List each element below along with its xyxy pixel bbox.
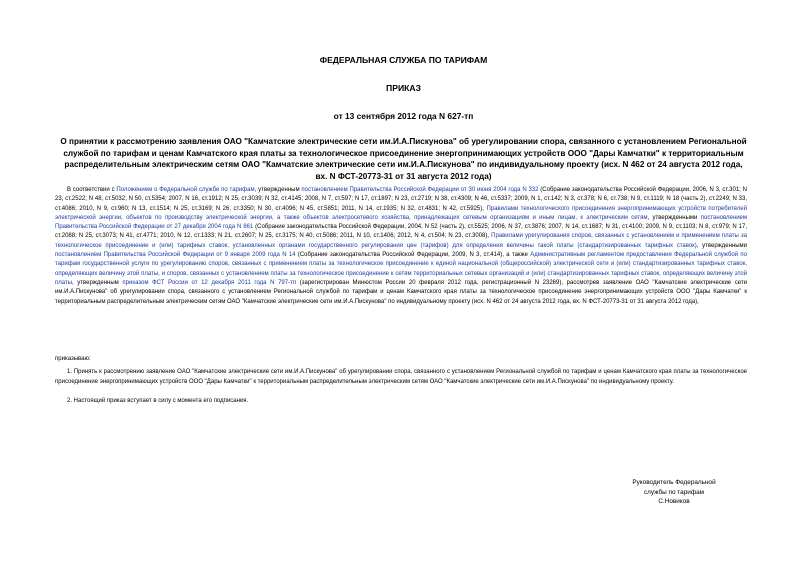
agency-heading: ФЕДЕРАЛЬНАЯ СЛУЖБА ПО ТАРИФАМ [319,55,488,65]
link-admin-regulation[interactable]: Административным регламентом предоставления Федеральной службой по тарифам государственной услуги по урегулированию споров, связанных с применением платы за технологическое присоединение к единой национальной (общероссийской) электрической сети и (или) стандартизированных тарифных ставок, определяющих величину этой платы, и споров, связанных с установлением платы за технологическое присоединение к сетям территориальных сетевых организаций и (или) стандартизированных тарифных ставок, определяющих величину этой платы [55,252,747,286]
preamble-text-7: (Собрание законодательства Российской Федерации, 2009, N 3, ст.414), а также [295,252,531,259]
link-resolution-861[interactable]: постановлением Правительства Российской Федерации от 27 декабря 2004 года N 861 [55,214,748,231]
signature-line-2: службы по тарифам [643,488,705,496]
link-dispute-rules[interactable]: Правилами урегулирования споров, связанных с установлением и применением платы за технологическое присоединение и (или) тарифных ставок, установленных органами государственного регулирования цен (тарифов) для определения величины такой платы (стандартизированных тарифных ставок) [55,233,748,249]
preamble-paragraph [55,186,747,307]
signature-line-1: Руководитель Федеральной [632,479,716,486]
signature-block [580,478,768,507]
preamble-text-5: (Собрание законодательства Российской Федерации, 2004, N 52 (часть 2), ст.5525; 2006, N 37, ст.3876; 2007, N 14, ст.1687; N 31, ст.4100; 2009, N 9, ст.1103; N 8, ст.979; N 17, ст.2088; N 25, ст.3073; N 41, ст.4771; 2010, N 12, ст.1333; N 21, ст.2607; N 25, ст.3175; N 40, ст.5086; 2011, N 10, ст.1406; 2012, N 4, ст.504; N 23, ст.3008), [55,224,747,240]
link-resolution-332[interactable]: постановлением Правительства Российской Федерации от 30 июня 2004 года N 332 [301,187,539,193]
preamble-text-6: , утвержденными [696,242,747,249]
orders-section [55,355,747,406]
order-item-2: 2. Настоящий приказ вступает в силу с момента его подписания. [67,397,249,404]
preamble-text-4: , утвержденными [647,214,701,221]
link-connection-rules[interactable]: Правилами технологического присоединения энергопринимающих устройств потребителей электрической энергии, объектов по производству электрической энергии, а также объектов электросетевого хозяйства, принадлежащих сетевым организациям и иным лицам, к электрическим сетям [55,205,747,221]
preamble-text-9: (зарегистрирован Минюстом России 20 февраля 2012 года, регистрационный N 23269), рассмотрев заявление ОАО "Камчатские электрические сети им.И.А.Пискунова" об урегулировании спора, связанного с установлением Региональной службой по тарифам и ценам Камчатского края платы за технологическое присоединение энергопринимающих устройств ООО "Дары Камчатки" к территориальным распределительным электрическим сетям ОАО "Камчатские электрические сети им.И.А.Пискунова" по индивидуальному проекту (исх. N 462 от 24 августа 2012 года, вх. N ФСТ-20773-31 от 31 августа 2012 года), [55,279,747,305]
preamble-text-1: В соответствии с [67,187,117,193]
order-item-1: 1. Принять к рассмотрению заявление ОАО "Камчатские электрические сети им.И.А.Пискунова" об урегулировании спора, связанного с установлением Региональной службой по тарифам и ценам Камчатского края платы за технологическое присоединение энергопринимающих устройств ООО "Дары Камчатки" к территориальным распределительным электрическим сетям ОАО "Камчатские электрические сети им.И.А.Пискунова" по индивидуальному проекту. [55,369,747,385]
date-number-heading: от 13 сентября 2012 года N 627-тп [333,111,474,121]
preamble-text-8: , утвержденным [72,279,123,286]
preamble-text-2: , утвержденным [254,187,302,193]
link-fst-regulation[interactable]: Положением о Федеральной службе по тарифам [116,187,255,193]
document-title: О принятии к рассмотрению заявления ОАО "Камчатские электрические сети им.И.А.Пискунова" об урегулировании спора, связанного с установлением Региональной службой по тарифам и ценам Камчатского края платы за технологическое присоединение энергопринимающих устройств ООО "Дары Камчатки" к территориальным распределительным электрическим сетям ОАО "Камчатские электрические сети им.И.А.Пискунова" по индивидуальному проекту (исх. N 462 от 24 августа 2012 года, вх. N ФСТ-20773-31 от 31 августа 2012 года) [60,137,747,181]
link-resolution-14[interactable]: постановлением Правительства Российской Федерации от 9 января 2009 года N 14 [55,252,296,259]
signature-name: С.Новиков [658,498,690,506]
orders-lead: приказываю: [55,356,91,362]
link-order-797[interactable]: приказом ФСТ России от 12 декабря 2011 года N 797-тп [122,279,297,286]
preamble-text-3: (Собрание законодательства Российской Федерации, 2006, N 3, ст.301; N 23, ст.2522; N 48, ст.5032; N 50, ст.5354; 2007, N 16, ст.1912; N 25, ст.3039; N 32, ст.4145; 2008, N 7, ст.597; N 17, ст.1897; N 23, ст.2719; N 38, ст.4309; N 46, ст.5337; 2009, N 1, ст.142; N 3, ст.378; N 6, ст.738; N 9, ст.1119; N 18 (часть 2), ст.2249; N 33, ст.4086; 2010, N 9, ст.960; N 13, ст.1514; N 25, ст.3169; N 26, ст.3350; N 30, ст.4096; N 45, ст.5851; 2011, N 14, ст.1935; N 32, ст.4831; N 42, ст.5925), [55,187,747,212]
doc-type-heading: ПРИКАЗ [386,83,421,93]
